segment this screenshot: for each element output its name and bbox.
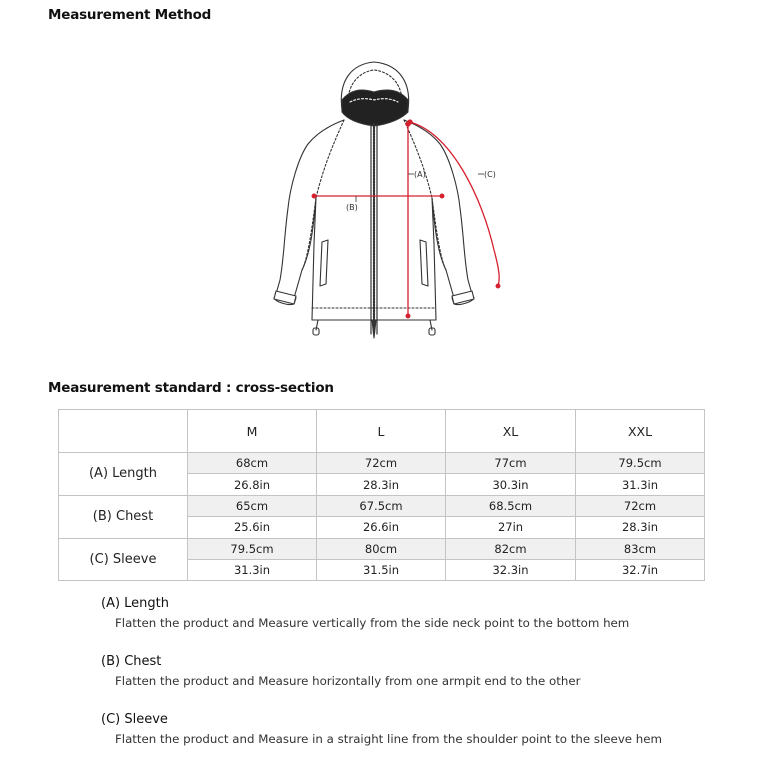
table-cell: 72cm: [317, 453, 446, 474]
table-cell: 31.3in: [188, 559, 317, 580]
column-header: XL: [446, 410, 576, 453]
row-label-chest: (B) Chest: [59, 495, 188, 538]
table-cell: 31.3in: [576, 474, 705, 495]
table-cell: 31.5in: [317, 559, 446, 580]
row-label-length: (A) Length: [59, 453, 188, 496]
table-cell: 77cm: [446, 453, 576, 474]
table-cell: 65cm: [188, 495, 317, 516]
column-header: XXL: [576, 410, 705, 453]
note-title: (C) Sleeve: [101, 712, 168, 727]
table-cell: 72cm: [576, 495, 705, 516]
table-cell: 79.5cm: [576, 453, 705, 474]
table-cell: 28.3in: [576, 517, 705, 538]
table-cell: 32.7in: [576, 559, 705, 580]
table-cell: 25.6in: [188, 517, 317, 538]
measurement-standard-title: Measurement standard : cross-section: [48, 380, 334, 396]
table-cell: 28.3in: [317, 474, 446, 495]
note-length: [101, 596, 629, 630]
note-sleeve: [101, 712, 662, 746]
note-description: Flatten the product and Measure horizontally from one armpit end to the other: [115, 674, 581, 688]
label-b: (B): [346, 203, 358, 212]
note-chest: [101, 654, 580, 688]
measurement-method-title: Measurement Method: [48, 7, 212, 23]
note-title: (A) Length: [101, 596, 170, 611]
label-c: (C): [484, 170, 496, 179]
size-table: [58, 409, 705, 581]
column-header: M: [188, 410, 317, 453]
table-cell: 26.8in: [188, 474, 317, 495]
table-row: [59, 538, 705, 559]
table-cell: 67.5cm: [317, 495, 446, 516]
table-cell: 26.6in: [317, 517, 446, 538]
note-title: (B) Chest: [101, 654, 162, 669]
column-header: L: [317, 410, 446, 453]
table-row: [59, 453, 705, 474]
table-cell: 32.3in: [446, 559, 576, 580]
table-cell: 27in: [446, 517, 576, 538]
table-cell: 30.3in: [446, 474, 576, 495]
note-description: Flatten the product and Measure in a straight line from the shoulder point to the sleeve hem: [115, 732, 663, 746]
jacket-diagram: [232, 58, 532, 358]
table-cell: 79.5cm: [188, 538, 317, 559]
table-row: [59, 495, 705, 516]
table-cell: 68cm: [188, 453, 317, 474]
header-corner-cell: [59, 410, 188, 453]
label-a: (A): [414, 170, 426, 179]
row-label-sleeve: (C) Sleeve: [59, 538, 188, 581]
table-cell: 68.5cm: [446, 495, 576, 516]
table-header-row: [59, 410, 705, 453]
table-cell: 83cm: [576, 538, 705, 559]
table-cell: 82cm: [446, 538, 576, 559]
table-cell: 80cm: [317, 538, 446, 559]
note-description: Flatten the product and Measure vertically from the side neck point to the bottom hem: [115, 616, 630, 630]
